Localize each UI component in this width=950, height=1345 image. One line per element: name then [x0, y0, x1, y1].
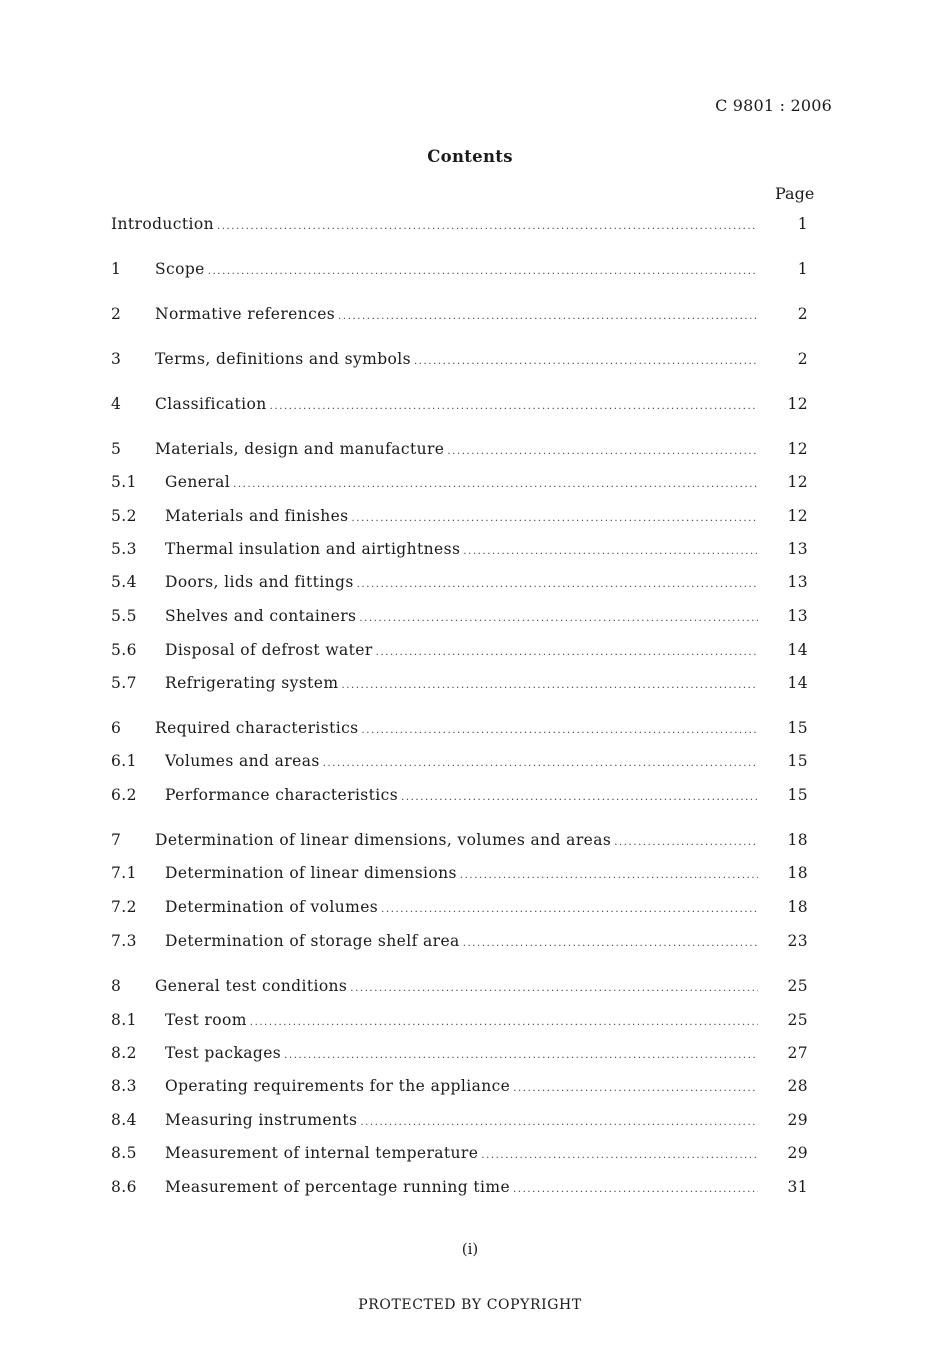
toc-entry-title: Normative references [155, 305, 336, 323]
toc-entry-page: 15 [787, 719, 808, 737]
toc-entry[interactable] [111, 388, 808, 420]
toc-entry-page: 1 [797, 215, 808, 233]
dot-leader [217, 211, 758, 243]
toc-entry-title: Determination of linear dimensions, volumes and areas [155, 831, 612, 849]
toc-entry-page: 18 [787, 864, 808, 882]
toc-entry[interactable] [111, 298, 808, 330]
toc-entry-title-line [165, 500, 758, 535]
toc-entry[interactable] [111, 500, 808, 532]
toc-entry[interactable] [111, 824, 808, 856]
toc-entry-page: 25 [787, 977, 808, 995]
dot-leader [463, 536, 758, 568]
toc-entry-title: Scope [155, 260, 205, 278]
toc-entry-number: 5 [111, 440, 122, 458]
toc-entry-number: 5.1 [111, 473, 137, 491]
toc-entry-title: Required characteristics [155, 719, 359, 737]
toc-entry[interactable] [111, 600, 808, 632]
toc-entry[interactable] [111, 970, 808, 1002]
toc-entry-title-line [165, 1004, 758, 1039]
toc-entry[interactable] [111, 925, 808, 957]
dot-leader [513, 1073, 758, 1105]
toc-entry-title-line [165, 1171, 758, 1206]
dot-leader [376, 637, 758, 669]
toc-entry-page: 13 [787, 607, 808, 625]
toc-entry-number: 8.2 [111, 1044, 137, 1062]
toc-entry-title: Materials, design and manufacture [155, 440, 445, 458]
toc-entry-number: 8 [111, 977, 122, 995]
toc-entry[interactable] [111, 667, 808, 699]
page-folio: (i) [461, 1240, 479, 1258]
dot-leader [362, 715, 758, 747]
toc-entry[interactable] [111, 1070, 808, 1102]
toc-entry-title: Operating requirements for the appliance [165, 1077, 511, 1095]
toc-entry[interactable] [111, 1004, 808, 1036]
toc-entry-number: 8.6 [111, 1178, 137, 1196]
dot-leader [463, 928, 758, 960]
toc-entry-page: 23 [787, 932, 808, 950]
toc-entry-page: 12 [787, 395, 808, 413]
toc-entry-title-line [111, 208, 758, 243]
toc-entry-page: 2 [797, 305, 808, 323]
toc-entry-page: 12 [787, 473, 808, 491]
toc-entry[interactable] [111, 253, 808, 285]
toc-entry-page: 27 [787, 1044, 808, 1062]
dot-leader [270, 391, 758, 423]
dot-leader [338, 301, 758, 333]
toc-entry-title: Introduction [111, 215, 214, 233]
toc-entry-title-line [165, 779, 758, 814]
toc-entry-title: Classification [155, 395, 267, 413]
toc-entry-page: 29 [787, 1144, 808, 1162]
toc-entry-title-line [155, 253, 758, 288]
dot-leader [341, 670, 758, 702]
standard-number: C 9801 : 2006 [715, 96, 832, 115]
dot-leader [360, 1107, 758, 1139]
dot-leader [357, 569, 758, 601]
toc-entry-page: 18 [787, 898, 808, 916]
toc-entry-title: Determination of linear dimensions [165, 864, 457, 882]
dot-leader [447, 436, 758, 468]
toc-entry-title: Doors, lids and fittings [165, 573, 354, 591]
toc-entry-title: Test room [165, 1011, 247, 1029]
toc-entry[interactable] [111, 1037, 808, 1069]
toc-entry-title-line [165, 745, 758, 780]
toc-entry[interactable] [111, 779, 808, 811]
toc-entry-title-line [165, 600, 758, 635]
toc-entry-number: 8.1 [111, 1011, 137, 1029]
contents-title: Contents [427, 147, 513, 166]
toc-entry-title-line [155, 388, 758, 423]
toc-entry[interactable] [111, 466, 808, 498]
toc-entry-title-line [165, 857, 758, 892]
toc-entry-title-line [155, 343, 758, 378]
toc-entry-number: 8.4 [111, 1111, 137, 1129]
toc-entry-page: 13 [787, 573, 808, 591]
dot-leader [208, 256, 758, 288]
toc-entry-number: 5.7 [111, 674, 137, 692]
dot-leader [284, 1040, 758, 1072]
toc-entry[interactable] [111, 208, 808, 240]
toc-entry[interactable] [111, 1137, 808, 1169]
dot-leader [381, 894, 758, 926]
toc-entry[interactable] [111, 343, 808, 375]
toc-entry-number: 4 [111, 395, 122, 413]
dot-leader [414, 346, 758, 378]
toc-entry-number: 5.6 [111, 641, 137, 659]
toc-entry-page: 15 [787, 752, 808, 770]
toc-entry[interactable] [111, 712, 808, 744]
toc-entry-title: Measurement of percentage running time [165, 1178, 511, 1196]
toc-entry[interactable] [111, 433, 808, 465]
toc-entry-number: 7.2 [111, 898, 137, 916]
toc-entry-title-line [165, 1037, 758, 1072]
dot-leader [481, 1140, 758, 1172]
toc-entry-number: 1 [111, 260, 122, 278]
toc-entry-number: 5.3 [111, 540, 137, 558]
toc-entry-title: Measuring instruments [165, 1111, 358, 1129]
toc-entry[interactable] [111, 533, 808, 565]
toc-entry[interactable] [111, 1171, 808, 1203]
toc-entry-page: 31 [787, 1178, 808, 1196]
dot-leader [250, 1007, 758, 1039]
toc-entry-title-line [165, 566, 758, 601]
toc-entry-title: General [165, 473, 231, 491]
toc-entry-number: 5.2 [111, 507, 137, 525]
toc-entry-title: General test conditions [155, 977, 348, 995]
toc-entry-number: 2 [111, 305, 122, 323]
dot-leader [359, 603, 758, 635]
toc-entry-title-line [155, 970, 758, 1005]
dot-leader [352, 503, 758, 535]
toc-entry-title-line [155, 298, 758, 333]
toc-entry-page: 18 [787, 831, 808, 849]
copyright-notice: PROTECTED BY COPYRIGHT [358, 1297, 582, 1313]
toc-entry[interactable] [111, 634, 808, 666]
dot-leader [460, 860, 758, 892]
toc-entry-number: 5.4 [111, 573, 137, 591]
toc-entry-number: 8.3 [111, 1077, 137, 1095]
toc-entry-number: 6.2 [111, 786, 137, 804]
toc-entry-number: 8.5 [111, 1144, 137, 1162]
toc-entry-page: 14 [787, 674, 808, 692]
toc-entry-page: 2 [797, 350, 808, 368]
toc-entry-page: 12 [787, 507, 808, 525]
toc-entry-title: Disposal of defrost water [165, 641, 373, 659]
toc-entry[interactable] [111, 891, 808, 923]
dot-leader [614, 827, 758, 859]
toc-entry-page: 29 [787, 1111, 808, 1129]
toc-entry[interactable] [111, 745, 808, 777]
toc-entry-page: 1 [797, 260, 808, 278]
toc-entry[interactable] [111, 566, 808, 598]
dot-leader [401, 782, 758, 814]
toc-entry-title: Thermal insulation and airtightness [165, 540, 461, 558]
toc-entry-title: Measurement of internal temperature [165, 1144, 479, 1162]
toc-entry-title: Terms, definitions and symbols [155, 350, 411, 368]
toc-entry-title: Determination of storage shelf area [165, 932, 460, 950]
toc-entry-title-line [165, 891, 758, 926]
toc-entry-title-line [165, 925, 758, 960]
dot-leader [513, 1174, 758, 1206]
toc-entry-page: 14 [787, 641, 808, 659]
toc-entry-title: Volumes and areas [165, 752, 320, 770]
toc-entry-title: Test packages [165, 1044, 282, 1062]
dot-leader [350, 973, 758, 1005]
toc-entry-title: Shelves and containers [165, 607, 357, 625]
toc-entry-title: Determination of volumes [165, 898, 379, 916]
toc-entry-number: 7 [111, 831, 122, 849]
toc-entry-title-line [155, 824, 758, 859]
toc-entry-page: 15 [787, 786, 808, 804]
toc-entry-title-line [165, 1137, 758, 1172]
toc-entry-title-line [165, 634, 758, 669]
toc-entry-title-line [165, 1104, 758, 1139]
toc-entry-title-line [155, 433, 758, 468]
toc-entry-page: 28 [787, 1077, 808, 1095]
toc-entry-number: 5.5 [111, 607, 137, 625]
toc-entry-title: Performance characteristics [165, 786, 399, 804]
toc-entry-page: 13 [787, 540, 808, 558]
toc-entry-title-line [155, 712, 758, 747]
toc-entry-title-line [165, 1070, 758, 1105]
toc-entry-number: 6.1 [111, 752, 137, 770]
toc-entry-title: Refrigerating system [165, 674, 339, 692]
dot-leader [323, 748, 758, 780]
toc-entry[interactable] [111, 857, 808, 889]
toc-entry-number: 3 [111, 350, 122, 368]
toc-entry-title-line [165, 667, 758, 702]
toc-entry-title-line [165, 533, 758, 568]
dot-leader [233, 469, 758, 501]
toc-entry-page: 25 [787, 1011, 808, 1029]
toc-entry-page: 12 [787, 440, 808, 458]
toc-entry-title: Materials and finishes [165, 507, 349, 525]
toc-entry[interactable] [111, 1104, 808, 1136]
toc-entry-title-line [165, 466, 758, 501]
page-column-heading: Page [775, 184, 815, 203]
toc-entry-number: 7.1 [111, 864, 137, 882]
toc-entry-number: 6 [111, 719, 122, 737]
toc-entry-number: 7.3 [111, 932, 137, 950]
